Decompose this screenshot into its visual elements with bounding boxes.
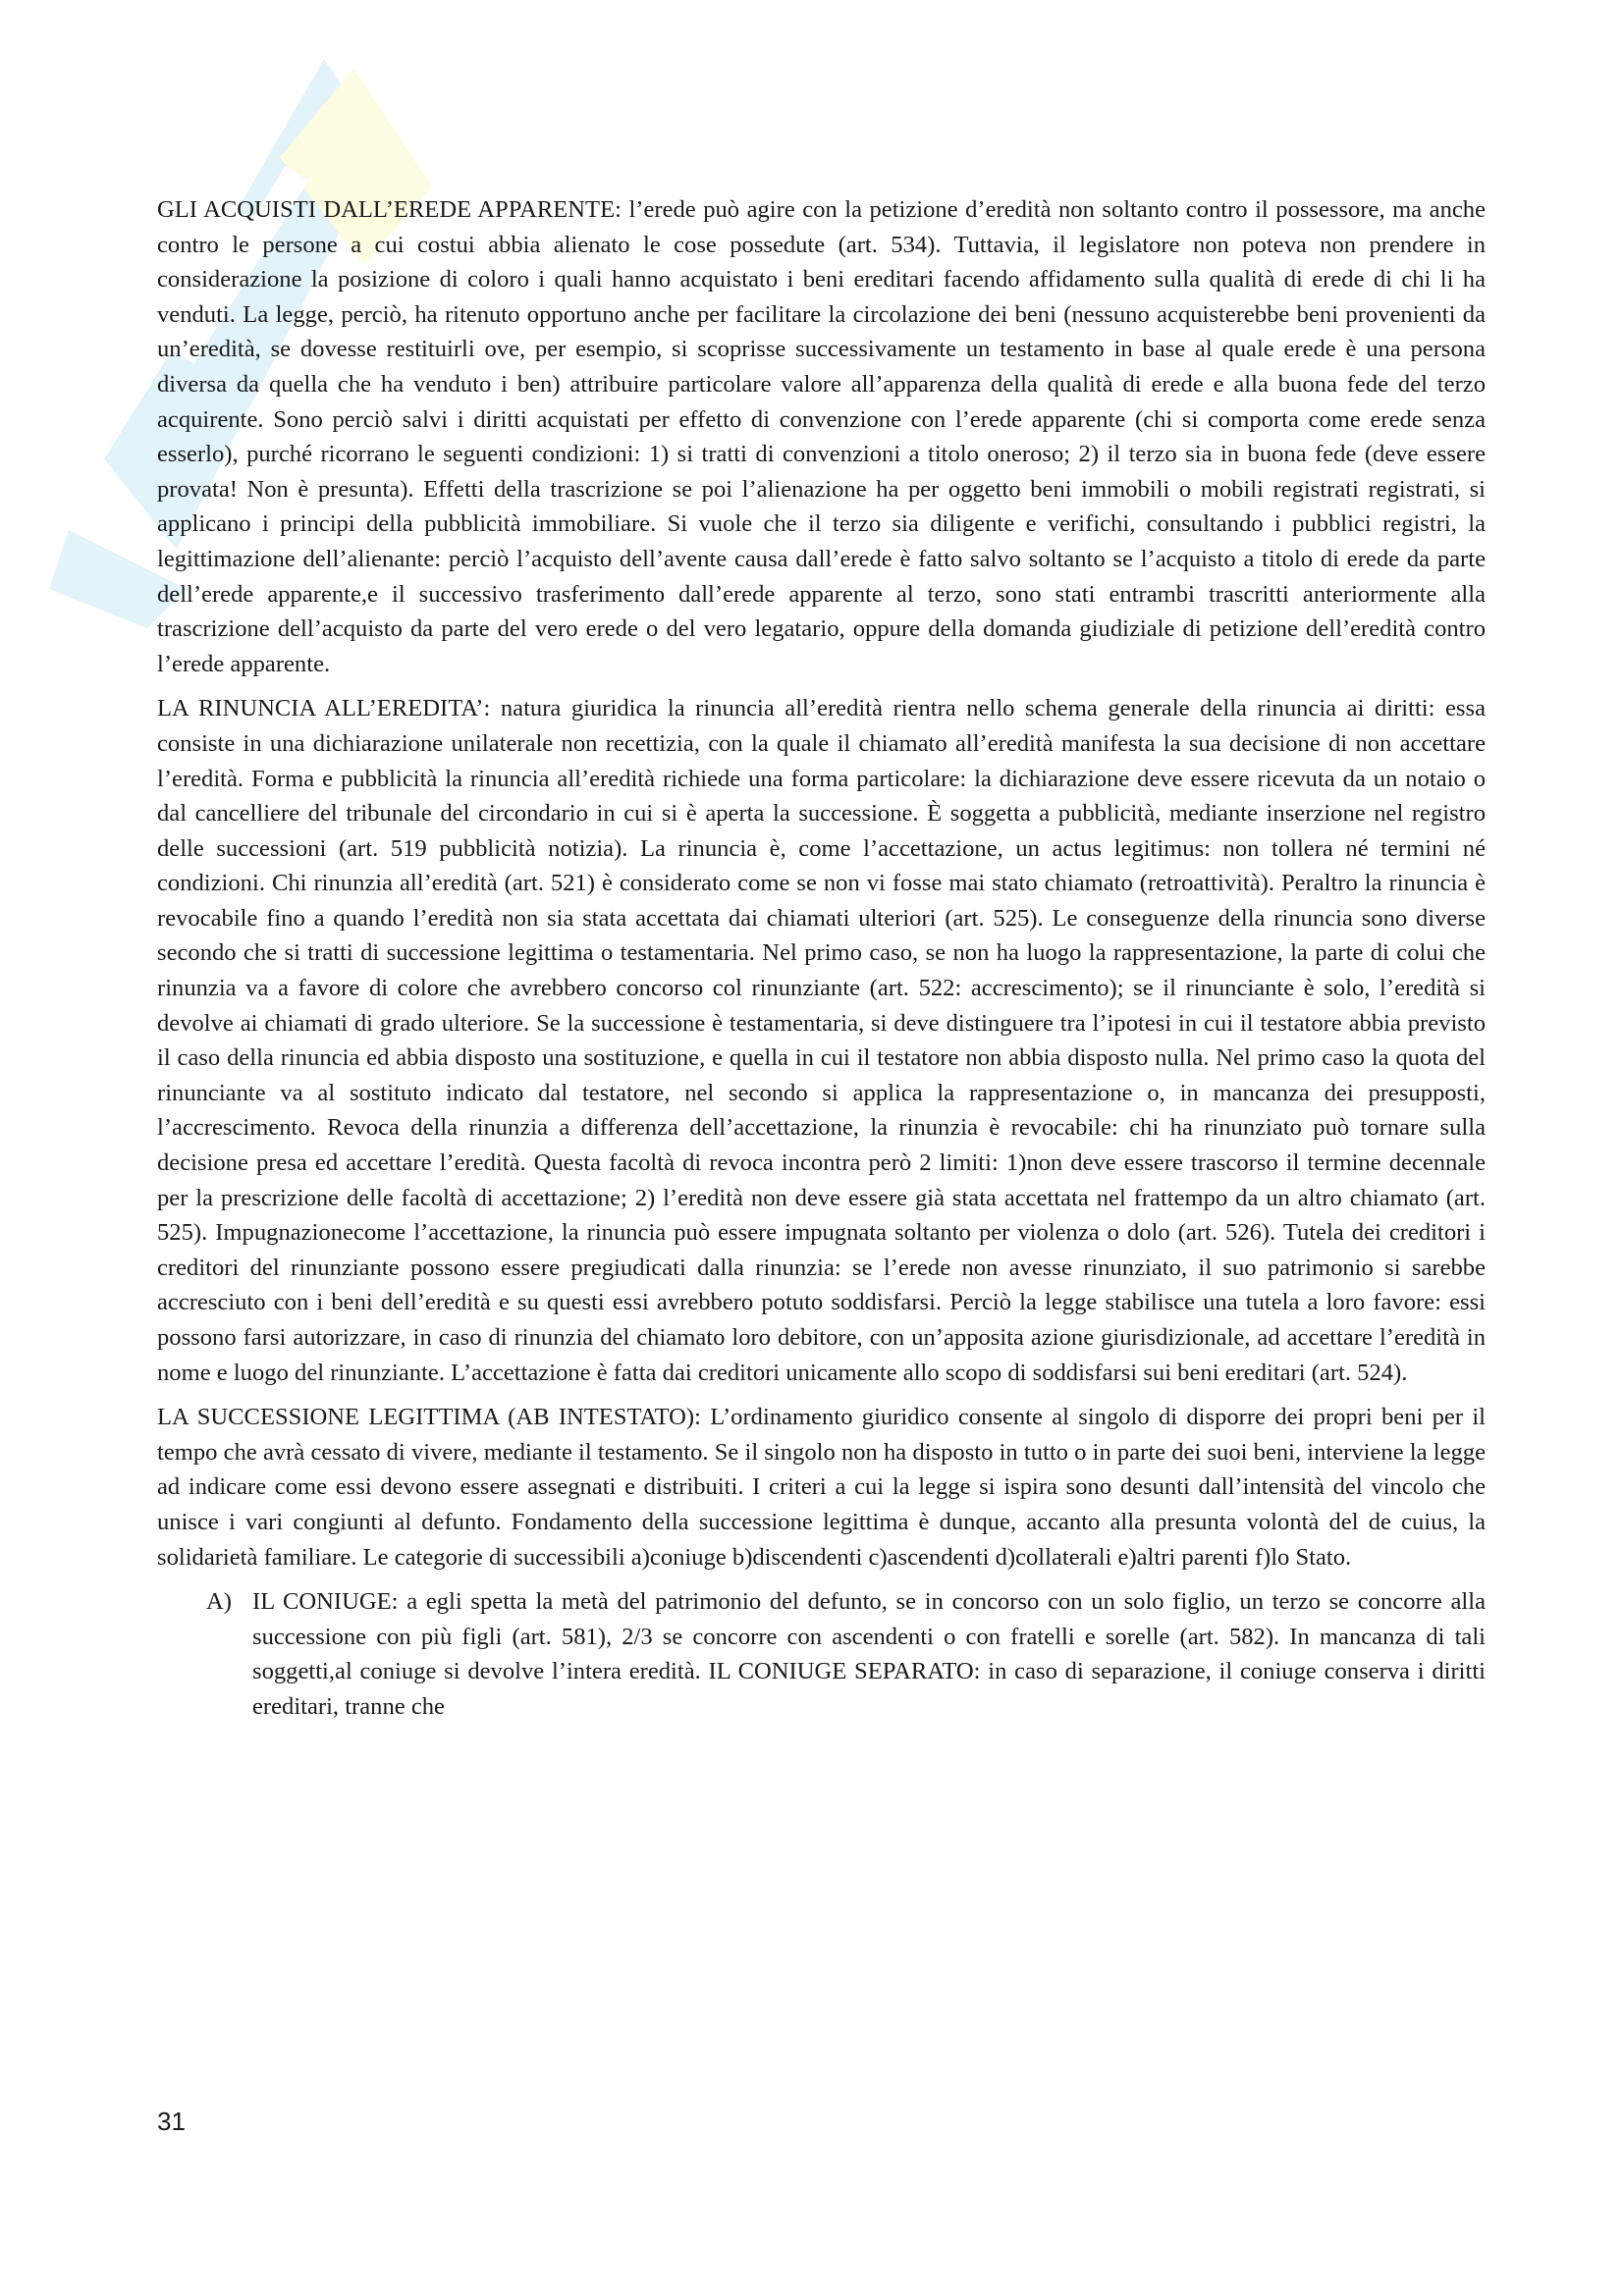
paragraph-acquisti-erede-apparente: GLI ACQUISTI DALL’EREDE APPARENTE: l’erede può agire con la petizione d’eredità non soltanto contro il possessore, ma anche contro le persone a cui costui abbia alienato le cose possedute (art. 534). Tuttavia, il legislatore non poteva non prendere in considerazione la posizione di coloro i quali hanno acquistato i beni ereditari facendo affidamento sulla qualità di erede di chi li ha venduti. La legge, perciò, ha ritenuto opportuno anche per facilitare la circolazione dei beni (nessuno acquisterebbe beni provenienti da un’eredità, se dovesse restituirli ove, per esempio, si scoprisse successivamente un testamento in base al quale erede è una persona diversa da quella che ha venduto i ben) attribuire particolare valore all’apparenza della qualità di erede e alla buona fede del terzo acquirente. Sono perciò salvi i diritti acquistati per effetto di convenzione con l’erede apparente (chi si comporta come erede senza esserlo), purché ricorrano le seguenti condizioni: 1) si tratti di convenzioni a titolo oneroso; 2) il terzo sia in buona fede (deve essere provata! Non è presunta). Effetti della trascrizione se poi l’alienazione ha per oggetto beni immobili o mobili registrati registrati, si applicano i principi della pubblicità immobiliare. Si vuole che il terzo sia diligente e verifichi, consultando i pubblici registri, la legittimazione dell’alienante: perciò l’acquisto dell’avente causa dall’erede è fatto salvo soltanto se l’acquisto a titolo di erede da parte dell’erede apparente,e il successivo trasferimento dall’erede apparente al terzo, sono stati entrambi trascritti anteriormente alla trascrizione dell’acquisto da parte del vero erede o del vero legatario, oppure della domanda giudiziale di petizione dell’eredità contro l’erede apparente. [157, 196, 1486, 677]
list-marker: A) [206, 1588, 232, 1616]
paragraph-successione-legittima: LA SUCCESSIONE LEGITTIMA (AB INTESTATO): L’ordinamento giuridico consente al singolo di disporre dei propri beni per il tempo che avrà cessato di vivere, mediante il testamento. Se il singolo non ha disposto in tutto o in parte dei suoi beni, interviene la legge ad indicare come essi devono essere assegnati e distribuiti. I criteri a cui la legge si ispira sono desunti dall’intensità del vincolo che unisce i vari congiunti al defunto. Fondamento della successione legittima è dunque, accanto alla presunta volontà del de cuius, la solidarietà familiare. Le categorie di successibili a)coniuge b)discendenti c)ascendenti d)collaterali e)altri parenti f)lo Stato. [157, 1404, 1486, 1571]
successibili-list [157, 1584, 1486, 1724]
list-item-coniuge [157, 1584, 1486, 1724]
page-body [157, 192, 1486, 1725]
page-number: 31 [157, 2107, 186, 2136]
list-item-text: IL CONIUGE: a egli spetta la metà del patrimonio del defunto, se in concorso con un solo figlio, un terzo se concorre alla successione con più figli (art. 581), 2/3 se concorre con ascendenti o con fratelli e sorelle (art. 582). In mancanza di tali soggetti,al coniuge si devolve l’intera eredità. IL CONIUGE SEPARATO: in caso di separazione, il coniuge conserva i diritti ereditari, tranne che [252, 1588, 1486, 1720]
paragraph-rinuncia-eredita: LA RINUNCIA ALL’EREDITA’: natura giuridica la rinuncia all’eredità rientra nello schema generale della rinuncia ai diritti: essa consiste in una dichiarazione unilaterale non recettizia, con la quale il chiamato all’eredità manifesta la sua decisione di non accettare l’eredità. Forma e pubblicità la rinuncia all’eredità richiede una forma particolare: la dichiarazione deve essere ricevuta da un notaio o dal cancelliere del tribunale del circondario in cui si è aperta la successione. È soggetta a pubblicità, mediante inserzione nel registro delle successioni (art. 519 pubblicità notizia). La rinuncia è, come l’accettazione, un actus legitimus: non tollera né termini né condizioni. Chi rinunzia all’eredità (art. 521) è considerato come se non vi fosse mai stato chiamato (retroattività). Peraltro la rinuncia è revocabile fino a quando l’eredità non sia stata accettata dai chiamati ulteriori (art. 525). Le conseguenze della rinuncia sono diverse secondo che si tratti di successione legittima o testamentaria. Nel primo caso, se non ha luogo la rappresentazione, la parte di colui che rinunzia va a favore di colore che avrebbero concorso col rinunziante (art. 522: accrescimento); se il rinunciante è solo, l’eredità si devolve ai chiamati di grado ulteriore. Se la successione è testamentaria, si deve distinguere tra l’ipotesi in cui il testatore abbia previsto il caso della rinuncia ed abbia disposto una sostituzione, e quella in cui il testatore non abbia disposto nulla. Nel primo caso la quota del rinunciante va al sostituto indicato dal testatore, nel secondo si applica la rappresentazione o, in mancanza dei presupposti, l’accrescimento. Revoca della rinunzia a differenza dell’accettazione, la rinunzia è revocabile: chi ha rinunziato può tornare sulla decisione presa ed accettare l’eredità. Questa facoltà di revoca incontra però 2 limiti: 1)non deve essere trascorso il termine decennale per la prescrizione delle facoltà di accettazione; 2) l’eredità non deve essere già stata accettata nel frattempo da un altro chiamato (art. 525). Impugnazionecome l’accettazione, la rinuncia può essere impugnata soltanto per violenza o dolo (art. 526). Tutela dei creditori i creditori del rinunziante possono essere pregiudicati dalla rinunzia: se l’erede non avesse rinunziato, il suo patrimonio si sarebbe accresciuto con i beni dell’eredità e su questi essi avrebbero potuto soddisfarsi. Perciò la legge stabilisce una tutela a loro favore: essi possono farsi autorizzare, in caso di rinunzia del chiamato loro debitore, con un’apposita azione giurisdizionale, ad accettare l’eredità in nome e luogo del rinunziante. L’accettazione è fatta dai creditori unicamente allo scopo di soddisfarsi sui beni ereditari (art. 524). [157, 695, 1486, 1386]
